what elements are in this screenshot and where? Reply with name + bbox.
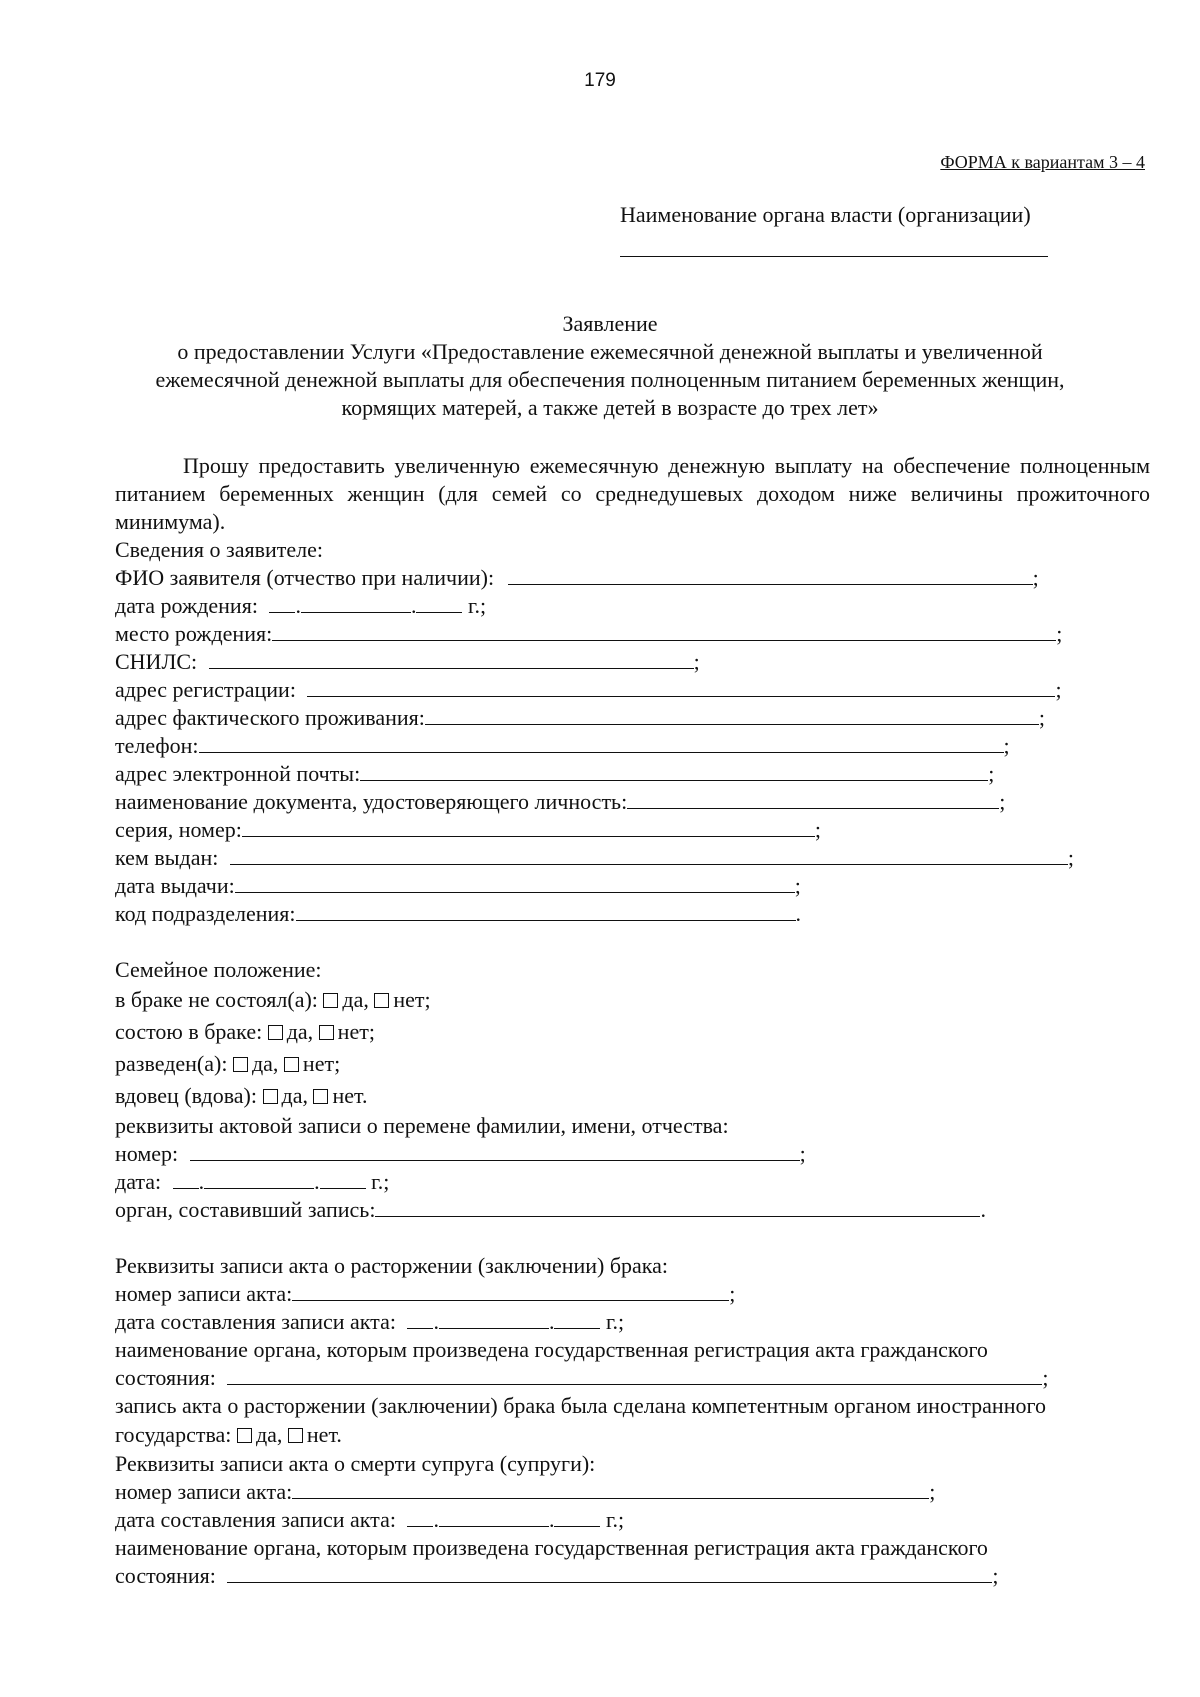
foreign-line1: запись акта о расторжении (заключении) брака была сделана компетентным органом иностранного xyxy=(115,1393,1046,1418)
marriage-organ-row xyxy=(115,1364,1049,1392)
punct: ; xyxy=(1042,1365,1049,1390)
birth-year-field[interactable] xyxy=(416,593,462,613)
death-month-field[interactable] xyxy=(439,1507,549,1527)
birth-date-row xyxy=(115,592,486,620)
single-yes-checkbox[interactable] xyxy=(323,993,338,1008)
punct: г.; xyxy=(605,1309,625,1334)
single-row xyxy=(115,986,431,1014)
issue-date-row xyxy=(115,872,801,900)
punct: ; xyxy=(1056,621,1063,646)
death-record-header: Реквизиты записи акта о смерти супруга (супруги): xyxy=(115,1451,596,1476)
punct: ; xyxy=(999,789,1006,814)
number-label: номер: xyxy=(115,1141,179,1166)
division-code-field[interactable] xyxy=(296,901,796,921)
punct: ; xyxy=(1055,677,1062,702)
punct: г.; xyxy=(605,1507,625,1532)
phone-label: телефон: xyxy=(115,733,199,758)
name-change-authority-field[interactable] xyxy=(375,1197,980,1217)
authority-label: Наименование органа власти (организации) xyxy=(620,202,1031,227)
death-date-row xyxy=(115,1506,624,1534)
division-code-label: код подразделения: xyxy=(115,901,296,926)
record-number-label: номер записи акта: xyxy=(115,1479,293,1504)
married-label: состою в браке: xyxy=(115,1019,263,1044)
widowed-label: вдовец (вдова): xyxy=(115,1083,257,1108)
series-label: серия, номер: xyxy=(115,817,242,842)
phone-row xyxy=(115,732,1010,760)
issued-by-label: кем выдан: xyxy=(115,845,219,870)
authority-label: орган, составивший запись: xyxy=(115,1197,376,1222)
yes-label: да, xyxy=(342,987,369,1012)
snils-row xyxy=(115,648,700,676)
subtitle-line: о предоставлении Услуги «Предоставление ежемесячной денежной выплаты и увеличенной xyxy=(177,339,1043,364)
punct: ; xyxy=(814,817,821,842)
issued-by-field[interactable] xyxy=(230,845,1068,865)
punct: . xyxy=(198,1169,205,1194)
authority-blank[interactable] xyxy=(620,256,1048,257)
series-field[interactable] xyxy=(242,817,815,837)
punct: . xyxy=(795,901,802,926)
married-no-checkbox[interactable] xyxy=(319,1025,334,1040)
issue-date-field[interactable] xyxy=(235,873,795,893)
id-doc-row xyxy=(115,788,1005,816)
married-yes-checkbox[interactable] xyxy=(268,1025,283,1040)
punct: ; xyxy=(794,873,801,898)
punct: . xyxy=(548,1309,555,1334)
widowed-row xyxy=(115,1082,367,1110)
reg-address-field[interactable] xyxy=(307,677,1055,697)
subtitle-line: ежемесячной денежной выплаты для обеспечения полноценным питанием беременных женщин, xyxy=(155,367,1065,392)
marriage-number-field[interactable] xyxy=(292,1281,729,1301)
yes-label: да, xyxy=(251,1051,279,1076)
punct: . xyxy=(314,1169,320,1194)
fio-label: ФИО заявителя (отчество при наличии): xyxy=(115,565,495,590)
snils-label: СНИЛС: xyxy=(115,649,198,674)
death-number-row xyxy=(115,1478,935,1506)
marriage-day-field[interactable] xyxy=(407,1309,433,1329)
punct: ; xyxy=(1003,733,1010,758)
punct: . xyxy=(295,593,301,618)
email-row xyxy=(115,760,994,788)
no-label: нет; xyxy=(302,1051,341,1076)
no-label: нет. xyxy=(332,1083,368,1108)
organ-label: состояния: xyxy=(115,1563,216,1588)
subtitle-line: кормящих матерей, а также детей в возрасте до трех лет» xyxy=(341,395,879,420)
foreign-no-checkbox[interactable] xyxy=(288,1428,303,1443)
record-number-label: номер записи акта: xyxy=(115,1281,293,1306)
birth-place-label: место рождения: xyxy=(115,621,273,646)
series-row xyxy=(115,816,821,844)
name-change-date-row xyxy=(115,1168,389,1196)
punct: г.; xyxy=(467,593,487,618)
record-date-label: дата составления записи акта: xyxy=(115,1309,396,1334)
divorced-yes-checkbox[interactable] xyxy=(233,1057,248,1072)
punct: . xyxy=(548,1507,555,1532)
punct: . xyxy=(433,1309,439,1334)
death-number-field[interactable] xyxy=(292,1479,929,1499)
birth-date-label: дата рождения: xyxy=(115,593,258,618)
record-date-label: дата составления записи акта: xyxy=(115,1507,396,1532)
applicant-header: Сведения о заявителе: xyxy=(115,537,324,562)
widowed-yes-checkbox[interactable] xyxy=(263,1089,278,1104)
punct: г.; xyxy=(371,1169,390,1194)
divorced-row xyxy=(115,1050,340,1078)
marriage-date-row xyxy=(115,1308,624,1336)
birth-day-field[interactable] xyxy=(269,593,295,613)
document-title: Заявление xyxy=(562,311,658,336)
name-change-header: реквизиты актовой записи о перемене фамилии, имени, отчества: xyxy=(115,1113,729,1138)
punct: ; xyxy=(1067,845,1074,870)
foreign-yes-checkbox[interactable] xyxy=(237,1428,252,1443)
divorced-no-checkbox[interactable] xyxy=(284,1057,299,1072)
punct: ; xyxy=(929,1479,936,1504)
punct: ; xyxy=(1038,705,1045,730)
birth-place-field[interactable] xyxy=(272,621,1056,641)
punct: ; xyxy=(693,649,700,674)
punct: . xyxy=(980,1197,986,1222)
marriage-organ-line1: наименование органа, которым произведена государственная регистрация акта гражданского xyxy=(115,1337,988,1362)
birth-month-field[interactable] xyxy=(301,593,411,613)
death-organ-field[interactable] xyxy=(227,1563,992,1583)
name-change-day-field[interactable] xyxy=(173,1169,199,1189)
reg-address-label: адрес регистрации: xyxy=(115,677,296,702)
married-row xyxy=(115,1018,375,1046)
date-label: дата: xyxy=(115,1169,162,1194)
phone-field[interactable] xyxy=(199,733,1004,753)
marriage-record-header: Реквизиты записи акта о расторжении (заключении) брака: xyxy=(115,1253,669,1278)
name-change-year-field[interactable] xyxy=(320,1169,366,1189)
issue-date-label: дата выдачи: xyxy=(115,873,235,898)
form-reference: ФОРМА к вариантам 3 – 4 xyxy=(940,152,1145,172)
name-change-number-row xyxy=(115,1140,806,1168)
yes-label: да, xyxy=(255,1422,283,1447)
birth-place-row xyxy=(115,620,1062,648)
family-header: Семейное положение: xyxy=(115,957,322,982)
id-doc-label: наименование документа, удостоверяющего личность: xyxy=(115,789,628,814)
marriage-month-field[interactable] xyxy=(439,1309,549,1329)
email-label: адрес электронной почты: xyxy=(115,761,361,786)
punct: ; xyxy=(729,1281,736,1306)
single-label: в браке не состоял(а): xyxy=(115,987,318,1012)
intro-paragraph: Прошу предоставить увеличенную ежемесячную денежную выплату на обеспечение полноценным питанием беременных женщин (для семей со среднедушевых доходом ниже величины прожиточного минимума). xyxy=(115,453,1150,534)
yes-label: да, xyxy=(286,1019,314,1044)
no-label: нет. xyxy=(306,1422,342,1447)
title-block xyxy=(110,310,1110,422)
fio-field[interactable] xyxy=(508,565,1033,585)
marriage-organ-field[interactable] xyxy=(227,1365,1042,1385)
single-no-checkbox[interactable] xyxy=(374,993,389,1008)
punct: ; xyxy=(992,1563,999,1588)
divorced-label: разведен(а): xyxy=(115,1051,228,1076)
punct: ; xyxy=(1032,565,1039,590)
email-field[interactable] xyxy=(360,761,988,781)
actual-address-row xyxy=(115,704,1045,732)
no-label: нет; xyxy=(393,987,431,1012)
actual-address-label: адрес фактического проживания: xyxy=(115,705,425,730)
death-organ-line1: наименование органа, которым произведена государственная регистрация акта гражданского xyxy=(115,1535,988,1560)
yes-label: да, xyxy=(281,1083,308,1108)
punct: ; xyxy=(988,761,995,786)
death-day-field[interactable] xyxy=(407,1507,433,1527)
marriage-number-row xyxy=(115,1280,735,1308)
id-doc-field[interactable] xyxy=(627,789,999,809)
marriage-year-field[interactable] xyxy=(554,1309,600,1329)
punct: . xyxy=(433,1507,439,1532)
punct: ; xyxy=(799,1141,806,1166)
issued-by-row xyxy=(115,844,1074,872)
name-change-authority-row xyxy=(115,1196,986,1224)
snils-field[interactable] xyxy=(209,649,694,669)
fio-row xyxy=(115,564,1039,592)
division-code-row xyxy=(115,900,801,928)
death-organ-row xyxy=(115,1562,999,1590)
organ-label: состояния: xyxy=(115,1365,216,1390)
actual-address-field[interactable] xyxy=(425,705,1039,725)
foreign-row xyxy=(115,1421,342,1449)
punct: . xyxy=(410,593,417,618)
foreign-label: государства: xyxy=(115,1422,232,1447)
reg-address-row xyxy=(115,676,1062,704)
name-change-month-field[interactable] xyxy=(204,1169,314,1189)
page-number: 179 xyxy=(584,70,616,91)
no-label: нет; xyxy=(337,1019,375,1044)
death-year-field[interactable] xyxy=(554,1507,600,1527)
name-change-number-field[interactable] xyxy=(190,1141,800,1161)
widowed-no-checkbox[interactable] xyxy=(313,1089,328,1104)
